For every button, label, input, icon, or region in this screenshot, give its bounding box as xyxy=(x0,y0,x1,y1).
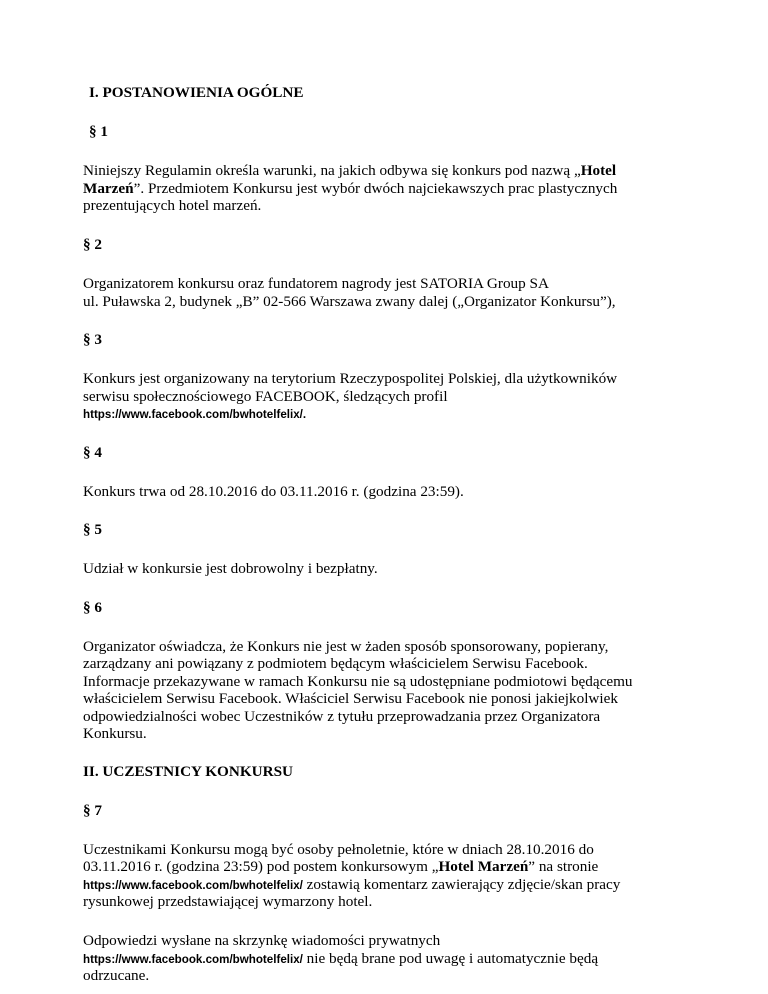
section-heading-general: I. POSTANOWIENIA OGÓLNE xyxy=(89,84,304,101)
facebook-profile-link[interactable]: https://www.facebook.com/bwhotelfelix/. xyxy=(83,408,307,421)
para6-line-3: Informacje przekazywane w ramach Konkursu nie są udostępniane podmiotowi będącemu xyxy=(83,673,633,690)
para7-line-2-text: 03.11.2016 r. (godzina 23:59) pod postem konkursowym „ xyxy=(83,858,439,875)
para3-line-1: Konkurs jest organizowany na terytorium Rzeczypospolitej Polskiej, dla użytkowników xyxy=(83,370,618,387)
para7-line-2-end: ” na stronie xyxy=(528,858,599,875)
para6-line-5: odpowiedzialności wobec Uczestników z tytułu przeprowadzania przez Organizatora xyxy=(83,708,601,725)
facebook-page-link-2[interactable]: https://www.facebook.com/bwhotelfelix/ xyxy=(83,953,303,966)
para2-line-2: ul. Puławska 2, budynek „B” 02-566 Warszawa zwany dalej („Organizator Konkursu”), xyxy=(83,293,616,310)
facebook-page-link[interactable]: https://www.facebook.com/bwhotelfelix/ xyxy=(83,879,303,892)
para6-line-6: Konkursu. xyxy=(83,725,147,742)
paragraph-mark-3: § 3 xyxy=(83,331,102,348)
paragraph-mark-1: § 1 xyxy=(89,123,108,140)
para4-line-1: Konkurs trwa od 28.10.2016 do 03.11.2016 r. (godzina 23:59). xyxy=(83,483,464,500)
paragraph-mark-6: § 6 xyxy=(83,599,102,616)
para7-line-2 xyxy=(83,858,598,875)
para7-line-3 xyxy=(83,876,620,894)
paragraph-mark-7: § 7 xyxy=(83,802,102,819)
para6-line-2: zarządzany ani powiązany z podmiotem będącym właścicielem Serwisu Facebook. xyxy=(83,655,588,672)
paragraph-mark-2: § 2 xyxy=(83,236,102,253)
para6-line-1: Organizator oświadcza, że Konkurs nie jest w żaden sposób sponsorowany, popierany, xyxy=(83,638,609,655)
para7-line-1: Uczestnikami Konkursu mogą być osoby pełnoletnie, które w dniach 28.10.2016 do xyxy=(83,841,594,858)
para5-line-1: Udział w konkursie jest dobrowolny i bezpłatny. xyxy=(83,560,378,577)
contest-name-part-2: Marzeń xyxy=(83,180,134,197)
para1-line-3: prezentujących hotel marzeń. xyxy=(83,197,262,214)
contest-name-part-1: Hotel xyxy=(580,162,617,179)
section-heading-participants: II. UCZESTNICY KONKURSU xyxy=(83,763,293,780)
para2-line-1: Organizatorem konkursu oraz fundatorem nagrody jest SATORIA Group SA xyxy=(83,275,549,292)
para6-line-4: właścicielem Serwisu Facebook. Właściciel Serwisu Facebook nie ponosi jakiejkolwiek xyxy=(83,690,618,707)
para3-line-2: serwisu społecznościowego FACEBOOK, śledzących profil xyxy=(83,388,448,405)
para1-line-1 xyxy=(83,162,616,179)
para7b-line-1: Odpowiedzi wysłane na skrzynkę wiadomości prywatnych xyxy=(83,932,441,949)
para7b-line-2-text: nie będą brane pod uwagę i automatycznie będą xyxy=(302,950,599,967)
para1-line-2 xyxy=(83,180,617,197)
para7-line-3-text: zostawią komentarz zawierający zdjęcie/skan pracy xyxy=(302,876,621,893)
para7b-line-3: odrzucane. xyxy=(83,967,150,984)
contest-name: Hotel Marzeń xyxy=(438,858,529,875)
paragraph-mark-4: § 4 xyxy=(83,444,102,461)
para7-line-4: rysunkowej przedstawiającej wymarzony hotel. xyxy=(83,893,373,910)
paragraph-mark-5: § 5 xyxy=(83,521,102,538)
para1-line-1-text: Niniejszy Regulamin określa warunki, na jakich odbywa się konkurs pod nazwą „ xyxy=(83,162,581,179)
para1-line-2-text: ”. Przedmiotem Konkursu jest wybór dwóch najciekawszych prac plastycznych xyxy=(133,180,618,197)
para7b-line-2 xyxy=(83,950,598,968)
